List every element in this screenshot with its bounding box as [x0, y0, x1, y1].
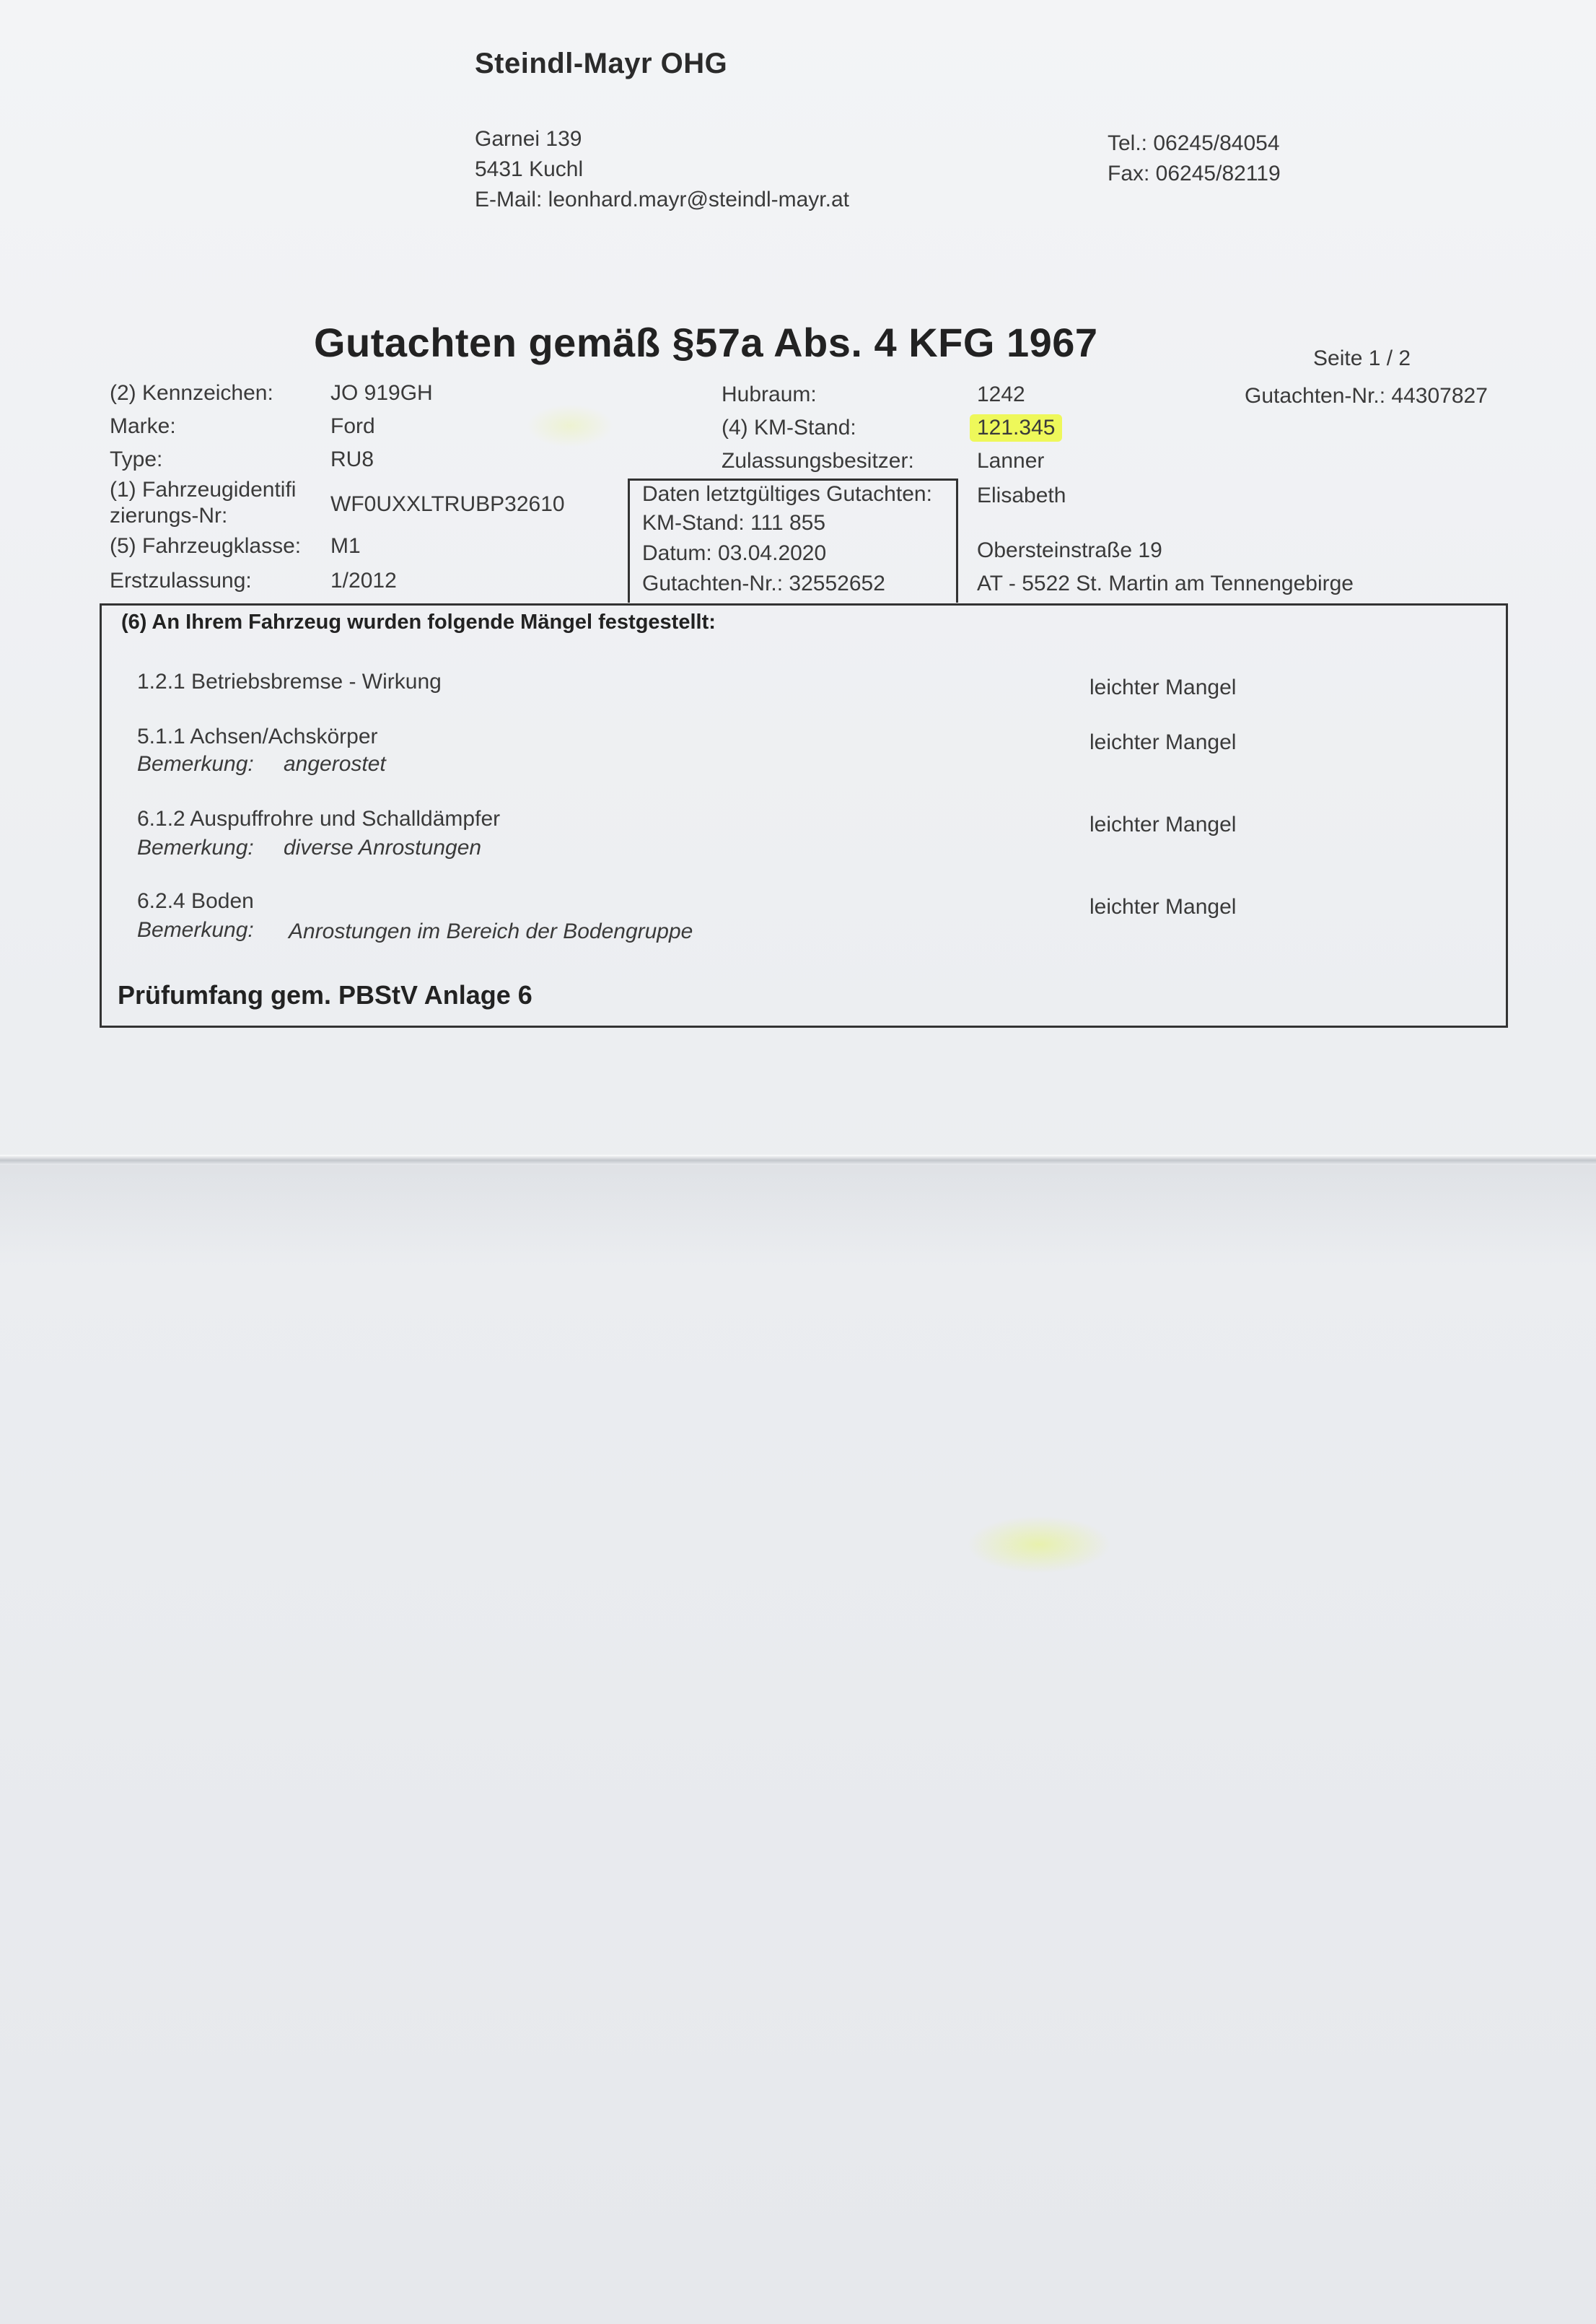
fin-value: WF0UXXLTRUBP32610 — [330, 492, 565, 516]
type-label: Type: — [110, 447, 163, 471]
defect-3-code: 6.1.2 Auspuffrohre und Schalldämpfer — [137, 807, 501, 831]
defect-4-code: 6.2.4 Boden — [137, 889, 254, 913]
company-address-line2: 5431 Kuchl — [475, 157, 584, 181]
company-address-line1: Garnei 139 — [475, 127, 582, 151]
highlighter-bleed-mark — [967, 1516, 1111, 1573]
owner-street: Obersteinstraße 19 — [977, 538, 1162, 562]
last-report-number: Gutachten-Nr.: 32552652 — [642, 572, 885, 595]
km-stand-value: 121.345 — [970, 414, 1062, 442]
kennzeichen-value: JO 919GH — [330, 381, 433, 405]
km-stand-label: (4) KM-Stand: — [722, 416, 856, 440]
defect-2-remark-label: Bemerkung: — [137, 752, 254, 776]
document-title: Gutachten gemäß §57a Abs. 4 KFG 1967 — [314, 320, 1098, 365]
defect-3-severity: leichter Mangel — [1089, 813, 1237, 836]
hubraum-label: Hubraum: — [722, 383, 817, 406]
fahrzeugklasse-value: M1 — [330, 534, 361, 558]
defect-2-severity: leichter Mangel — [1089, 730, 1237, 754]
company-phone: Tel.: 06245/84054 — [1108, 131, 1280, 155]
zulassungsbesitzer-label: Zulassungsbesitzer: — [722, 449, 914, 473]
last-report-date: Datum: 03.04.2020 — [642, 541, 827, 565]
fin-label-line2: zierungs-Nr: — [110, 504, 228, 528]
erstzulassung-value: 1/2012 — [330, 569, 397, 593]
defect-3-remark: diverse Anrostungen — [284, 836, 482, 860]
highlighter-bleed-mark-top — [527, 404, 613, 447]
fin-label-line1: (1) Fahrzeugidentifi — [110, 478, 297, 502]
fahrzeugklasse-label: (5) Fahrzeugklasse: — [110, 534, 302, 558]
company-email: E-Mail: leonhard.mayr@steindl-mayr.at — [475, 188, 849, 211]
type-value: RU8 — [330, 447, 374, 471]
marke-value: Ford — [330, 414, 375, 438]
last-report-km: KM-Stand: 111 855 — [642, 511, 826, 535]
paper-fold-line — [0, 1155, 1596, 1165]
erstzulassung-label: Erstzulassung: — [110, 569, 252, 593]
pruefumfang-note: Prüfumfang gem. PBStV Anlage 6 — [118, 980, 532, 1010]
page-number: Seite 1 / 2 — [1313, 346, 1411, 370]
owner-firstname: Elisabeth — [977, 484, 1066, 507]
company-name: Steindl-Mayr OHG — [475, 48, 728, 79]
defect-4-remark: Anrostungen im Bereich der Bodengruppe — [289, 919, 693, 943]
paper-fold-shadow — [0, 1165, 1596, 1266]
defect-2-code: 5.1.1 Achsen/Achskörper — [137, 725, 378, 748]
hubraum-value: 1242 — [977, 383, 1025, 406]
report-number: Gutachten-Nr.: 44307827 — [1245, 384, 1488, 408]
marke-label: Marke: — [110, 414, 176, 438]
kennzeichen-label: (2) Kennzeichen: — [110, 381, 273, 405]
defect-4-severity: leichter Mangel — [1089, 895, 1237, 919]
owner-surname: Lanner — [977, 449, 1045, 473]
owner-city: AT - 5522 St. Martin am Tennengebirge — [977, 572, 1354, 595]
defects-heading: (6) An Ihrem Fahrzeug wurden folgende Mängel festgestellt: — [121, 611, 716, 634]
defect-1-severity: leichter Mangel — [1089, 676, 1237, 699]
defect-4-remark-label: Bemerkung: — [137, 918, 254, 942]
defect-2-remark: angerostet — [284, 752, 386, 776]
defect-3-remark-label: Bemerkung: — [137, 836, 254, 860]
company-fax: Fax: 06245/82119 — [1108, 162, 1281, 185]
defect-1-code: 1.2.1 Betriebsbremse - Wirkung — [137, 670, 442, 694]
last-report-heading: Daten letztgültiges Gutachten: — [642, 482, 932, 506]
